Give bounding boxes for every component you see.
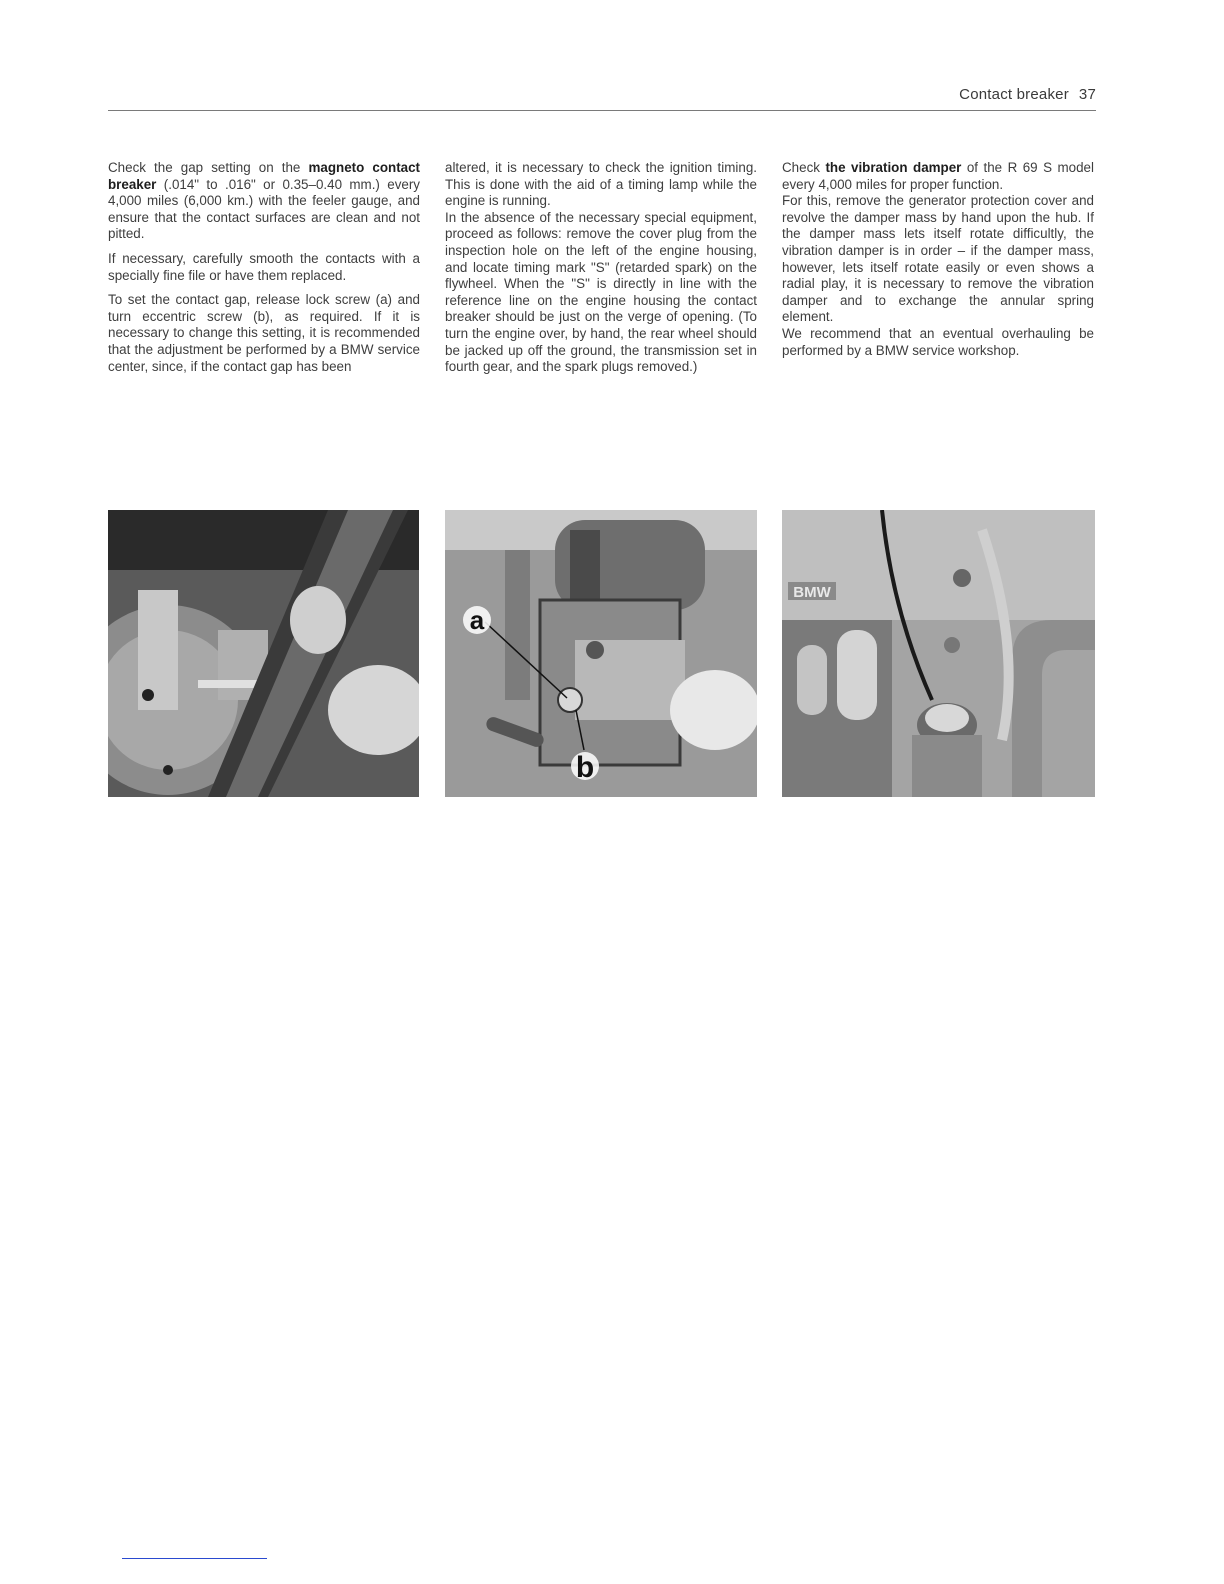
term-magneto-contact-breaker: magneto contact breaker (108, 160, 421, 192)
photo-breaker-plate-image (445, 510, 757, 797)
paragraph-smooth-contacts: If necessary, carefully smooth the contacts with a specially fine file or have them replaced. (108, 250, 420, 283)
text-column-1 (108, 160, 420, 375)
paragraph-magneto: Check the gap setting on the magneto contact breaker (.014" to .016" or 0.35–0.40 mm.) every 4,000 miles (6,000 km.) with the feeler gauge, and ensure that the contact surfaces are clean and not pitted. (108, 160, 421, 242)
paragraph-damper-check: For this, remove the generator protection cover and revolve the damper mass by hand upon the hub. If the damper mass lets itself rotate difficultly, the vibration damper is in order – if the damper mass, however, lets itself rotate easily or even shows a radial play, it is necessary to remove the vibration damper and to exchange the annular spring element. (782, 193, 1094, 325)
photo-vibration-damper (782, 510, 1095, 797)
text-column-2 (445, 160, 757, 376)
photo-feeler-gauge (108, 510, 419, 797)
label-a: a (469, 605, 485, 635)
header-rule (108, 110, 1096, 111)
running-header (959, 86, 1096, 103)
footer-rule (122, 1558, 267, 1559)
label-b: b (575, 751, 595, 784)
paragraph-set-gap: To set the contact gap, release lock screw (a) and turn eccentric screw (b), as required. If it is necessary to change this setting, it is recommended that the adjustment be performed by a BMW service center, since, if the contact gap has been (108, 292, 420, 374)
paragraph-timing-procedure: In the absence of the necessary special equipment, proceed as follows: remove the cover plug from the inspection hole on the left of the engine housing, and locate timing mark "S" (retarded spark) on the flywheel. When the "S" is directly in line with the reference line on the engine housing the contact breaker should be just on the verge of opening. (To turn the engine over, by hand, the rear wheel should be jacked up off the ground, the transmission set in fourth gear, and the spark plugs removed.) (445, 209, 757, 375)
photo-vibration-damper-image (782, 510, 1095, 797)
paragraph-vibration-damper: Check the vibration damper of the R 69 S model every 4,000 miles for proper function. (782, 160, 1094, 192)
paragraph-ignition-timing: altered, it is necessary to check the ignition timing. This is done with the aid of a timing lamp while the engine is running. (445, 160, 757, 209)
page-number: 37 (1078, 86, 1096, 103)
section-title: Contact breaker (959, 86, 1069, 103)
paragraph-overhaul: We recommend that an eventual overhauling be performed by a BMW service workshop. (782, 325, 1094, 358)
photo-breaker-plate (445, 510, 757, 797)
text-column-3 (782, 160, 1094, 359)
photo-feeler-gauge-image (108, 510, 419, 797)
engine-logo: BMW (793, 584, 831, 601)
term-vibration-damper: the vibration damper (825, 160, 962, 175)
